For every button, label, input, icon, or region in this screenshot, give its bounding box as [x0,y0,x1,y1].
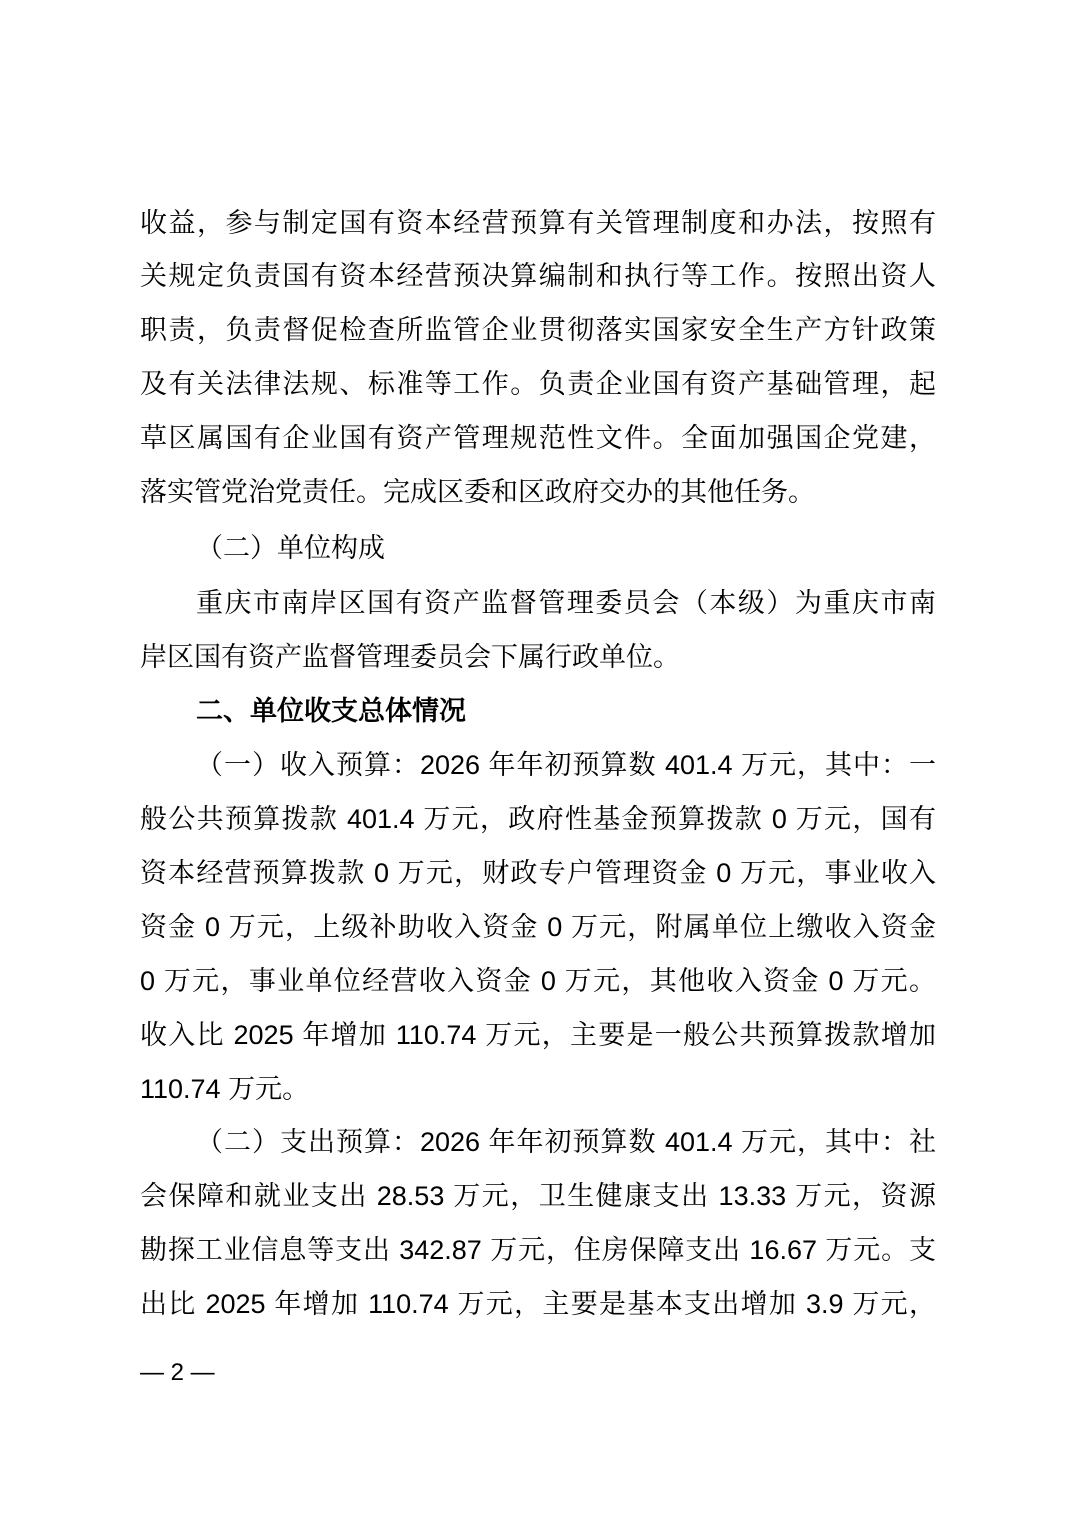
text-line: （二）支出预算：2026 年年初预算数 401.4 万元，其中：社 [196,1127,936,1157]
text-line: 重庆市南岸区国有资产监督管理委员会（本级）为重庆市南 [196,588,936,618]
text-line: 关规定负责国有资本经营预决算编制和执行等工作。按照出资人 [140,261,936,291]
page-number: — 2 — [140,1359,215,1386]
text-line: 资本经营预算拨款 0 万元，财政专户管理资金 0 万元，事业收入 [140,858,936,888]
text-line: 勘探工业信息等支出 342.87 万元，住房保障支出 16.67 万元。支 [140,1235,936,1265]
text-line: 般公共预算拨款 401.4 万元，政府性基金预算拨款 0 万元，国有 [140,804,936,834]
text-line: 职责，负责督促检查所监管企业贯彻落实国家安全生产方针政策 [140,315,936,345]
text-line: 岸区国有资产监督管理委员会下属行政单位。 [140,642,680,672]
text-line: 收入比 2025 年增加 110.74 万元，主要是一般公共预算拨款增加 [140,1020,936,1050]
text-line: 会保障和就业支出 28.53 万元，卫生健康支出 13.33 万元，资源 [140,1181,936,1211]
text-line: 草区属国有企业国有资产管理规范性文件。全面加强国企党建， [140,423,936,453]
text-line: 及有关法律法规、标准等工作。负责企业国有资产基础管理，起 [140,369,936,399]
text-line: 收益，参与制定国有资本经营预算有关管理制度和办法，按照有 [140,208,936,238]
text-line: 资金 0 万元，上级补助收入资金 0 万元，附属单位上缴收入资金 [140,912,936,942]
section-heading: 二、单位收支总体情况 [196,696,466,726]
text-line: 0 万元，事业单位经营收入资金 0 万元，其他收入资金 0 万元。 [140,966,936,996]
text-line: 110.74 万元。 [140,1074,310,1104]
text-line: 出比 2025 年增加 110.74 万元，主要是基本支出增加 3.9 万元， [140,1289,936,1319]
text-line: 落实管党治党责任。完成区委和区政府交办的其他任务。 [140,477,815,507]
text-line: （二）单位构成 [196,533,385,563]
text-line: （一）收入预算：2026 年年初预算数 401.4 万元，其中：一 [196,750,936,780]
